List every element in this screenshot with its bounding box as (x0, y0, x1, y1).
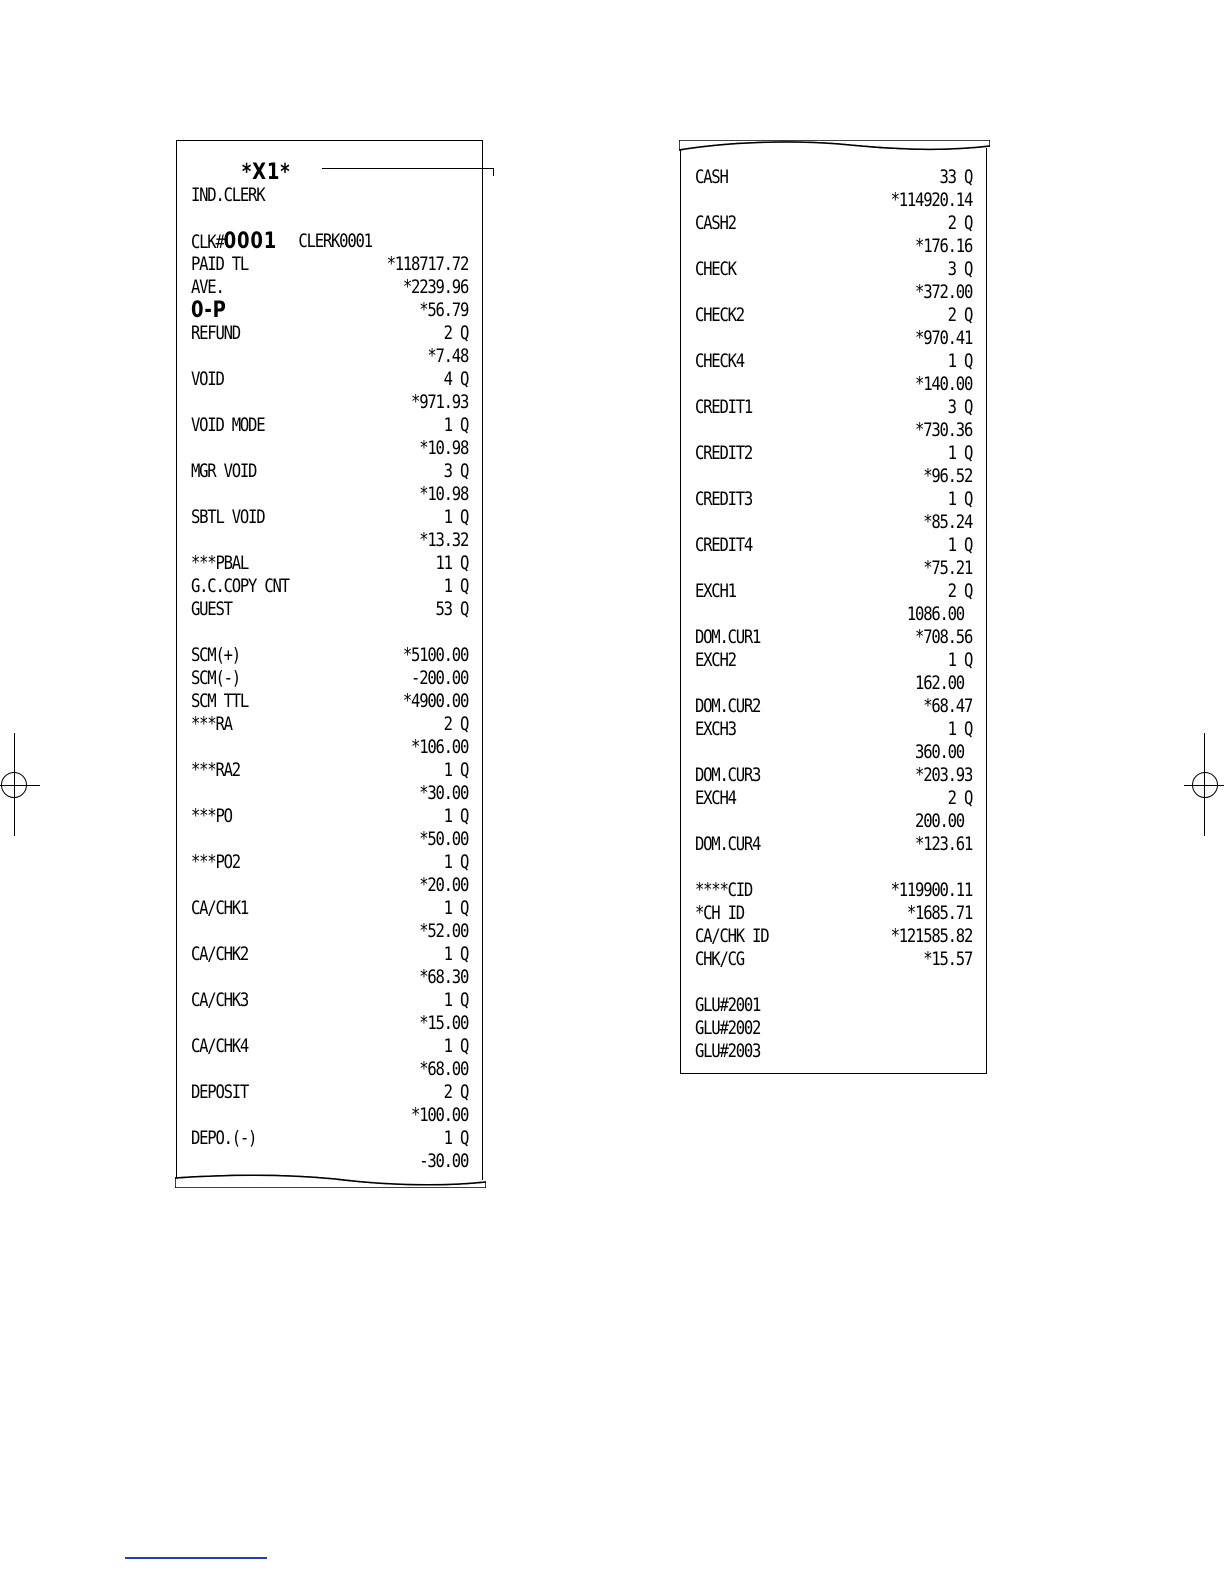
line-label (695, 534, 752, 557)
line-value: *68.00 (419, 1058, 469, 1080)
line-label-text: CHECK2 (695, 304, 744, 326)
line-label-text: DOM.CUR2 (695, 695, 761, 717)
receipt-line (695, 741, 972, 764)
line-label (191, 368, 224, 391)
receipt-line (695, 764, 972, 787)
receipt-line (191, 851, 468, 874)
line-label-text: CLK# (191, 231, 224, 253)
receipt-line (695, 442, 972, 465)
line-label (191, 667, 240, 690)
receipt-line (191, 368, 468, 391)
receipt-line (191, 828, 468, 851)
line-label-text: DEPOSIT (191, 1081, 249, 1103)
line-label (695, 166, 728, 189)
receipt-line (695, 649, 972, 672)
line-value: *13.32 (419, 529, 469, 551)
line-label-text: EXCH2 (695, 649, 736, 671)
line-label (695, 718, 736, 741)
receipt-line (695, 787, 972, 810)
line-value: 200.00 (915, 810, 973, 832)
line-value: 2 Q (947, 304, 973, 326)
line-value: 360.00 (915, 741, 973, 763)
line-label (695, 488, 752, 511)
receipt-line (695, 1017, 972, 1040)
receipt-right (680, 148, 987, 1074)
receipt-line (191, 1104, 468, 1127)
receipt-line (695, 925, 972, 948)
receipt-line (191, 345, 468, 368)
receipt-line (695, 396, 972, 419)
receipt-line (191, 943, 468, 966)
line-label (695, 787, 736, 810)
receipt-line (191, 575, 468, 598)
receipt-line (695, 373, 972, 396)
line-label-text: IND.CLERK (191, 184, 265, 206)
line-label (191, 230, 277, 253)
line-value: 162.00 (915, 672, 973, 694)
receipt-left-lines (191, 161, 468, 1173)
line-emphasis: 0-P (191, 298, 227, 323)
line-value: *118717.72 (386, 253, 469, 275)
line-value: *10.98 (419, 437, 469, 459)
line-value: 2 Q (443, 1081, 469, 1103)
line-label-text: CHECK4 (695, 350, 744, 372)
line-label (191, 851, 240, 874)
line-value: *56.79 (419, 299, 469, 321)
line-value: *708.56 (915, 626, 973, 648)
receipt-line (191, 966, 468, 989)
line-label-text: MGR VOID (191, 460, 257, 482)
line-value: *68.30 (419, 966, 469, 988)
receipt-line (695, 557, 972, 580)
line-value: *4900.00 (402, 690, 469, 712)
pointer-tick (493, 168, 494, 176)
line-value: 3 Q (947, 258, 973, 280)
line-label-text: ****CID (695, 879, 753, 901)
receipt-line (191, 276, 468, 299)
line-label (191, 506, 264, 529)
line-value: 1 Q (947, 350, 973, 372)
registration-mark-left-circle (1, 772, 27, 798)
line-label-text: CA/CHK4 (191, 1035, 249, 1057)
line-value: 1086.00 (906, 603, 973, 625)
line-value: *7.48 (427, 345, 469, 367)
receipt-line (191, 391, 468, 414)
receipt-line (191, 414, 468, 437)
line-label-text: AVE. (191, 276, 224, 298)
receipt-line (191, 230, 468, 253)
line-value: 1 Q (443, 759, 469, 781)
line-label (695, 626, 760, 649)
line-label (695, 879, 752, 902)
receipt-line (695, 718, 972, 741)
line-label (695, 1017, 760, 1040)
line-label-text: ***RA (191, 713, 232, 735)
line-label (191, 552, 248, 575)
line-label-text: CA/CHK2 (191, 943, 249, 965)
line-value: 3 Q (443, 460, 469, 482)
line-label-text: DEPO.(-) (191, 1127, 257, 1149)
line-value: *106.00 (411, 736, 469, 758)
receipt-line (191, 1150, 468, 1173)
line-label (695, 350, 744, 373)
line-value: 1 Q (443, 506, 469, 528)
registration-mark-right-circle (1192, 772, 1218, 798)
line-label-text: VOID (191, 368, 224, 390)
line-value: *2239.96 (402, 276, 469, 298)
line-value: *123.61 (915, 833, 973, 855)
line-label-text: CHK/CG (695, 948, 744, 970)
line-emphasis: 0001 (223, 229, 278, 254)
line-value: 1 Q (947, 649, 973, 671)
line-value: *68.47 (923, 695, 973, 717)
line-label (695, 396, 752, 419)
receipt-line (191, 299, 468, 322)
line-value: 1 Q (443, 1127, 469, 1149)
line-label-text: CA/CHK1 (191, 897, 249, 919)
receipt-line (191, 1058, 468, 1081)
line-label-text: SCM(-) (191, 667, 240, 689)
line-label (695, 580, 736, 603)
receipt-line (191, 690, 468, 713)
line-value: -200.00 (411, 667, 469, 689)
line-label-text: VOID MODE (191, 414, 265, 436)
line-value: *121585.82 (890, 925, 973, 947)
line-label-text: CREDIT3 (695, 488, 753, 510)
line-value: 2 Q (947, 212, 973, 234)
line-label (695, 304, 744, 327)
torn-edge-top (679, 140, 990, 154)
line-value: *20.00 (419, 874, 469, 896)
line-value: CLERK0001 (298, 230, 372, 252)
receipt-line (695, 902, 972, 925)
line-value: 11 Q (435, 552, 469, 574)
receipt-line (191, 1081, 468, 1104)
line-value: *971.93 (411, 391, 469, 413)
receipt-line (695, 810, 972, 833)
line-label-text: GLU#2001 (695, 994, 761, 1016)
receipt-line (191, 506, 468, 529)
line-value: 2 Q (947, 580, 973, 602)
line-label-text: G.C.COPY CNT (191, 575, 289, 597)
receipt-line (695, 212, 972, 235)
line-value: 1 Q (947, 534, 973, 556)
receipt-line (191, 920, 468, 943)
line-value: *75.21 (923, 557, 973, 579)
line-label (191, 253, 248, 276)
receipt-line (695, 511, 972, 534)
line-label (191, 184, 264, 207)
receipt-line (191, 184, 468, 207)
report-title: *X1* (241, 160, 291, 185)
line-label (191, 1127, 256, 1150)
receipt-line (695, 488, 972, 511)
report-title-line (191, 161, 519, 184)
line-label-text: CHECK (695, 258, 736, 280)
receipt-line (191, 989, 468, 1012)
line-value: *100.00 (411, 1104, 469, 1126)
line-value: *85.24 (923, 511, 973, 533)
receipt-line (695, 626, 972, 649)
line-label (695, 764, 760, 787)
receipt-line (695, 948, 972, 971)
line-label (191, 805, 232, 828)
line-label-text: DOM.CUR4 (695, 833, 761, 855)
line-label (191, 759, 240, 782)
line-value: *5100.00 (402, 644, 469, 666)
receipt-line (695, 465, 972, 488)
receipt-line (695, 695, 972, 718)
line-label-text: *CH ID (695, 902, 744, 924)
receipt-line (695, 258, 972, 281)
line-label-text: REFUND (191, 322, 240, 344)
line-label (191, 598, 232, 621)
line-label-text: ***PO2 (191, 851, 240, 873)
line-label-text: EXCH3 (695, 718, 736, 740)
receipt-line (191, 437, 468, 460)
receipt-line (191, 713, 468, 736)
receipt-line (695, 419, 972, 442)
line-value: *114920.14 (890, 189, 973, 211)
line-label (191, 644, 240, 667)
receipt-line (695, 327, 972, 350)
line-value: *140.00 (915, 373, 973, 395)
line-label-text: CREDIT4 (695, 534, 753, 556)
line-label (695, 902, 744, 925)
receipt-line (695, 189, 972, 212)
receipt-line (191, 736, 468, 759)
line-label-text: GUEST (191, 598, 232, 620)
line-value: *52.00 (419, 920, 469, 942)
line-label-text: EXCH1 (695, 580, 736, 602)
line-label-text: CASH2 (695, 212, 736, 234)
torn-edge-bottom (175, 1174, 486, 1188)
receipt-line (191, 483, 468, 506)
line-label (191, 713, 232, 736)
line-value: *119900.11 (890, 879, 973, 901)
line-label-text: DOM.CUR3 (695, 764, 761, 786)
line-label (191, 414, 264, 437)
pointer-line (322, 168, 494, 169)
line-label-text: CA/CHK3 (191, 989, 249, 1011)
line-label-text: CASH (695, 166, 728, 188)
line-label-text: ***RA2 (191, 759, 240, 781)
line-label (191, 460, 256, 483)
line-label (191, 299, 227, 322)
receipt-line (191, 621, 468, 644)
line-value: 53 Q (435, 598, 469, 620)
line-label (191, 989, 248, 1012)
line-value: *203.93 (915, 764, 973, 786)
line-value: -30.00 (419, 1150, 469, 1172)
line-label (695, 212, 736, 235)
line-value: 2 Q (947, 787, 973, 809)
line-label-text: DOM.CUR1 (695, 626, 761, 648)
line-value: 1 Q (443, 989, 469, 1011)
receipt-line (191, 207, 468, 230)
receipt-line (191, 253, 468, 276)
line-label (695, 695, 760, 718)
line-value: *730.36 (915, 419, 973, 441)
receipt-line (191, 1127, 468, 1150)
line-label-text: CREDIT2 (695, 442, 753, 464)
line-label (191, 1035, 248, 1058)
line-value: 4 Q (443, 368, 469, 390)
receipt-line (695, 350, 972, 373)
receipt-line (695, 603, 972, 626)
receipt-line (191, 667, 468, 690)
line-value: 1 Q (947, 718, 973, 740)
receipt-line (695, 534, 972, 557)
line-value: *15.00 (419, 1012, 469, 1034)
line-value: *30.00 (419, 782, 469, 804)
receipt-line (191, 460, 468, 483)
line-value: *15.57 (923, 948, 973, 970)
receipt-line (191, 644, 468, 667)
line-value: 3 Q (947, 396, 973, 418)
receipt-line (191, 1012, 468, 1035)
line-label (695, 649, 736, 672)
receipt-line (191, 552, 468, 575)
line-value: 1 Q (443, 805, 469, 827)
line-label (191, 276, 224, 299)
line-value: 1 Q (443, 575, 469, 597)
receipt-line (695, 833, 972, 856)
line-label (695, 925, 768, 948)
line-value: 1 Q (443, 851, 469, 873)
line-label (191, 1081, 248, 1104)
line-value: *1685.71 (906, 902, 973, 924)
receipt-line (695, 879, 972, 902)
receipt-line (191, 782, 468, 805)
receipt-line (191, 805, 468, 828)
line-label-text: ***PO (191, 805, 232, 827)
line-label-text: SCM(+) (191, 644, 240, 666)
receipt-line (191, 322, 468, 345)
receipt-line (695, 672, 972, 695)
line-value: *96.52 (923, 465, 973, 487)
line-value: 1 Q (443, 897, 469, 919)
line-label (191, 690, 248, 713)
receipt-line (695, 235, 972, 258)
line-label-text: GLU#2003 (695, 1040, 761, 1062)
receipt-line (695, 856, 972, 879)
line-value: 1 Q (443, 1035, 469, 1057)
receipt-line (695, 281, 972, 304)
line-value: 1 Q (443, 414, 469, 436)
line-label (695, 833, 760, 856)
line-label-text: CREDIT1 (695, 396, 753, 418)
receipt-line (695, 994, 972, 1017)
line-label (695, 442, 752, 465)
line-label-text: SCM TTL (191, 690, 249, 712)
receipt-right-lines (695, 166, 972, 1063)
footer-rule (125, 1557, 267, 1559)
line-value: 1 Q (443, 943, 469, 965)
line-label (191, 322, 240, 345)
line-value: *372.00 (915, 281, 973, 303)
line-value: *10.98 (419, 483, 469, 505)
line-value: *176.16 (915, 235, 973, 257)
receipt-line (191, 897, 468, 920)
receipt-line (191, 598, 468, 621)
receipt-line (191, 759, 468, 782)
line-label (695, 1040, 760, 1063)
line-label (191, 575, 289, 598)
receipt-line (191, 529, 468, 552)
line-value: *50.00 (419, 828, 469, 850)
receipt-line (191, 1035, 468, 1058)
line-value: 1 Q (947, 442, 973, 464)
line-label-text: GLU#2002 (695, 1017, 761, 1039)
line-label (695, 948, 744, 971)
receipt-line (191, 874, 468, 897)
receipt-left (176, 140, 483, 1180)
line-label (695, 994, 760, 1017)
line-label-text: CA/CHK ID (695, 925, 769, 947)
line-label (191, 943, 248, 966)
receipt-line (695, 166, 972, 189)
line-value: 2 Q (443, 713, 469, 735)
line-label-text: SBTL VOID (191, 506, 265, 528)
receipt-line (695, 304, 972, 327)
line-value: 33 Q (939, 166, 973, 188)
line-label (191, 897, 248, 920)
receipt-line (695, 580, 972, 603)
receipt-line (695, 971, 972, 994)
receipt-line (695, 1040, 972, 1063)
line-value: 1 Q (947, 488, 973, 510)
line-label-text: EXCH4 (695, 787, 736, 809)
line-label-text: PAID TL (191, 253, 249, 275)
line-value: 2 Q (443, 322, 469, 344)
line-value: *970.41 (915, 327, 973, 349)
line-label-text: ***PBAL (191, 552, 249, 574)
line-label (695, 258, 736, 281)
